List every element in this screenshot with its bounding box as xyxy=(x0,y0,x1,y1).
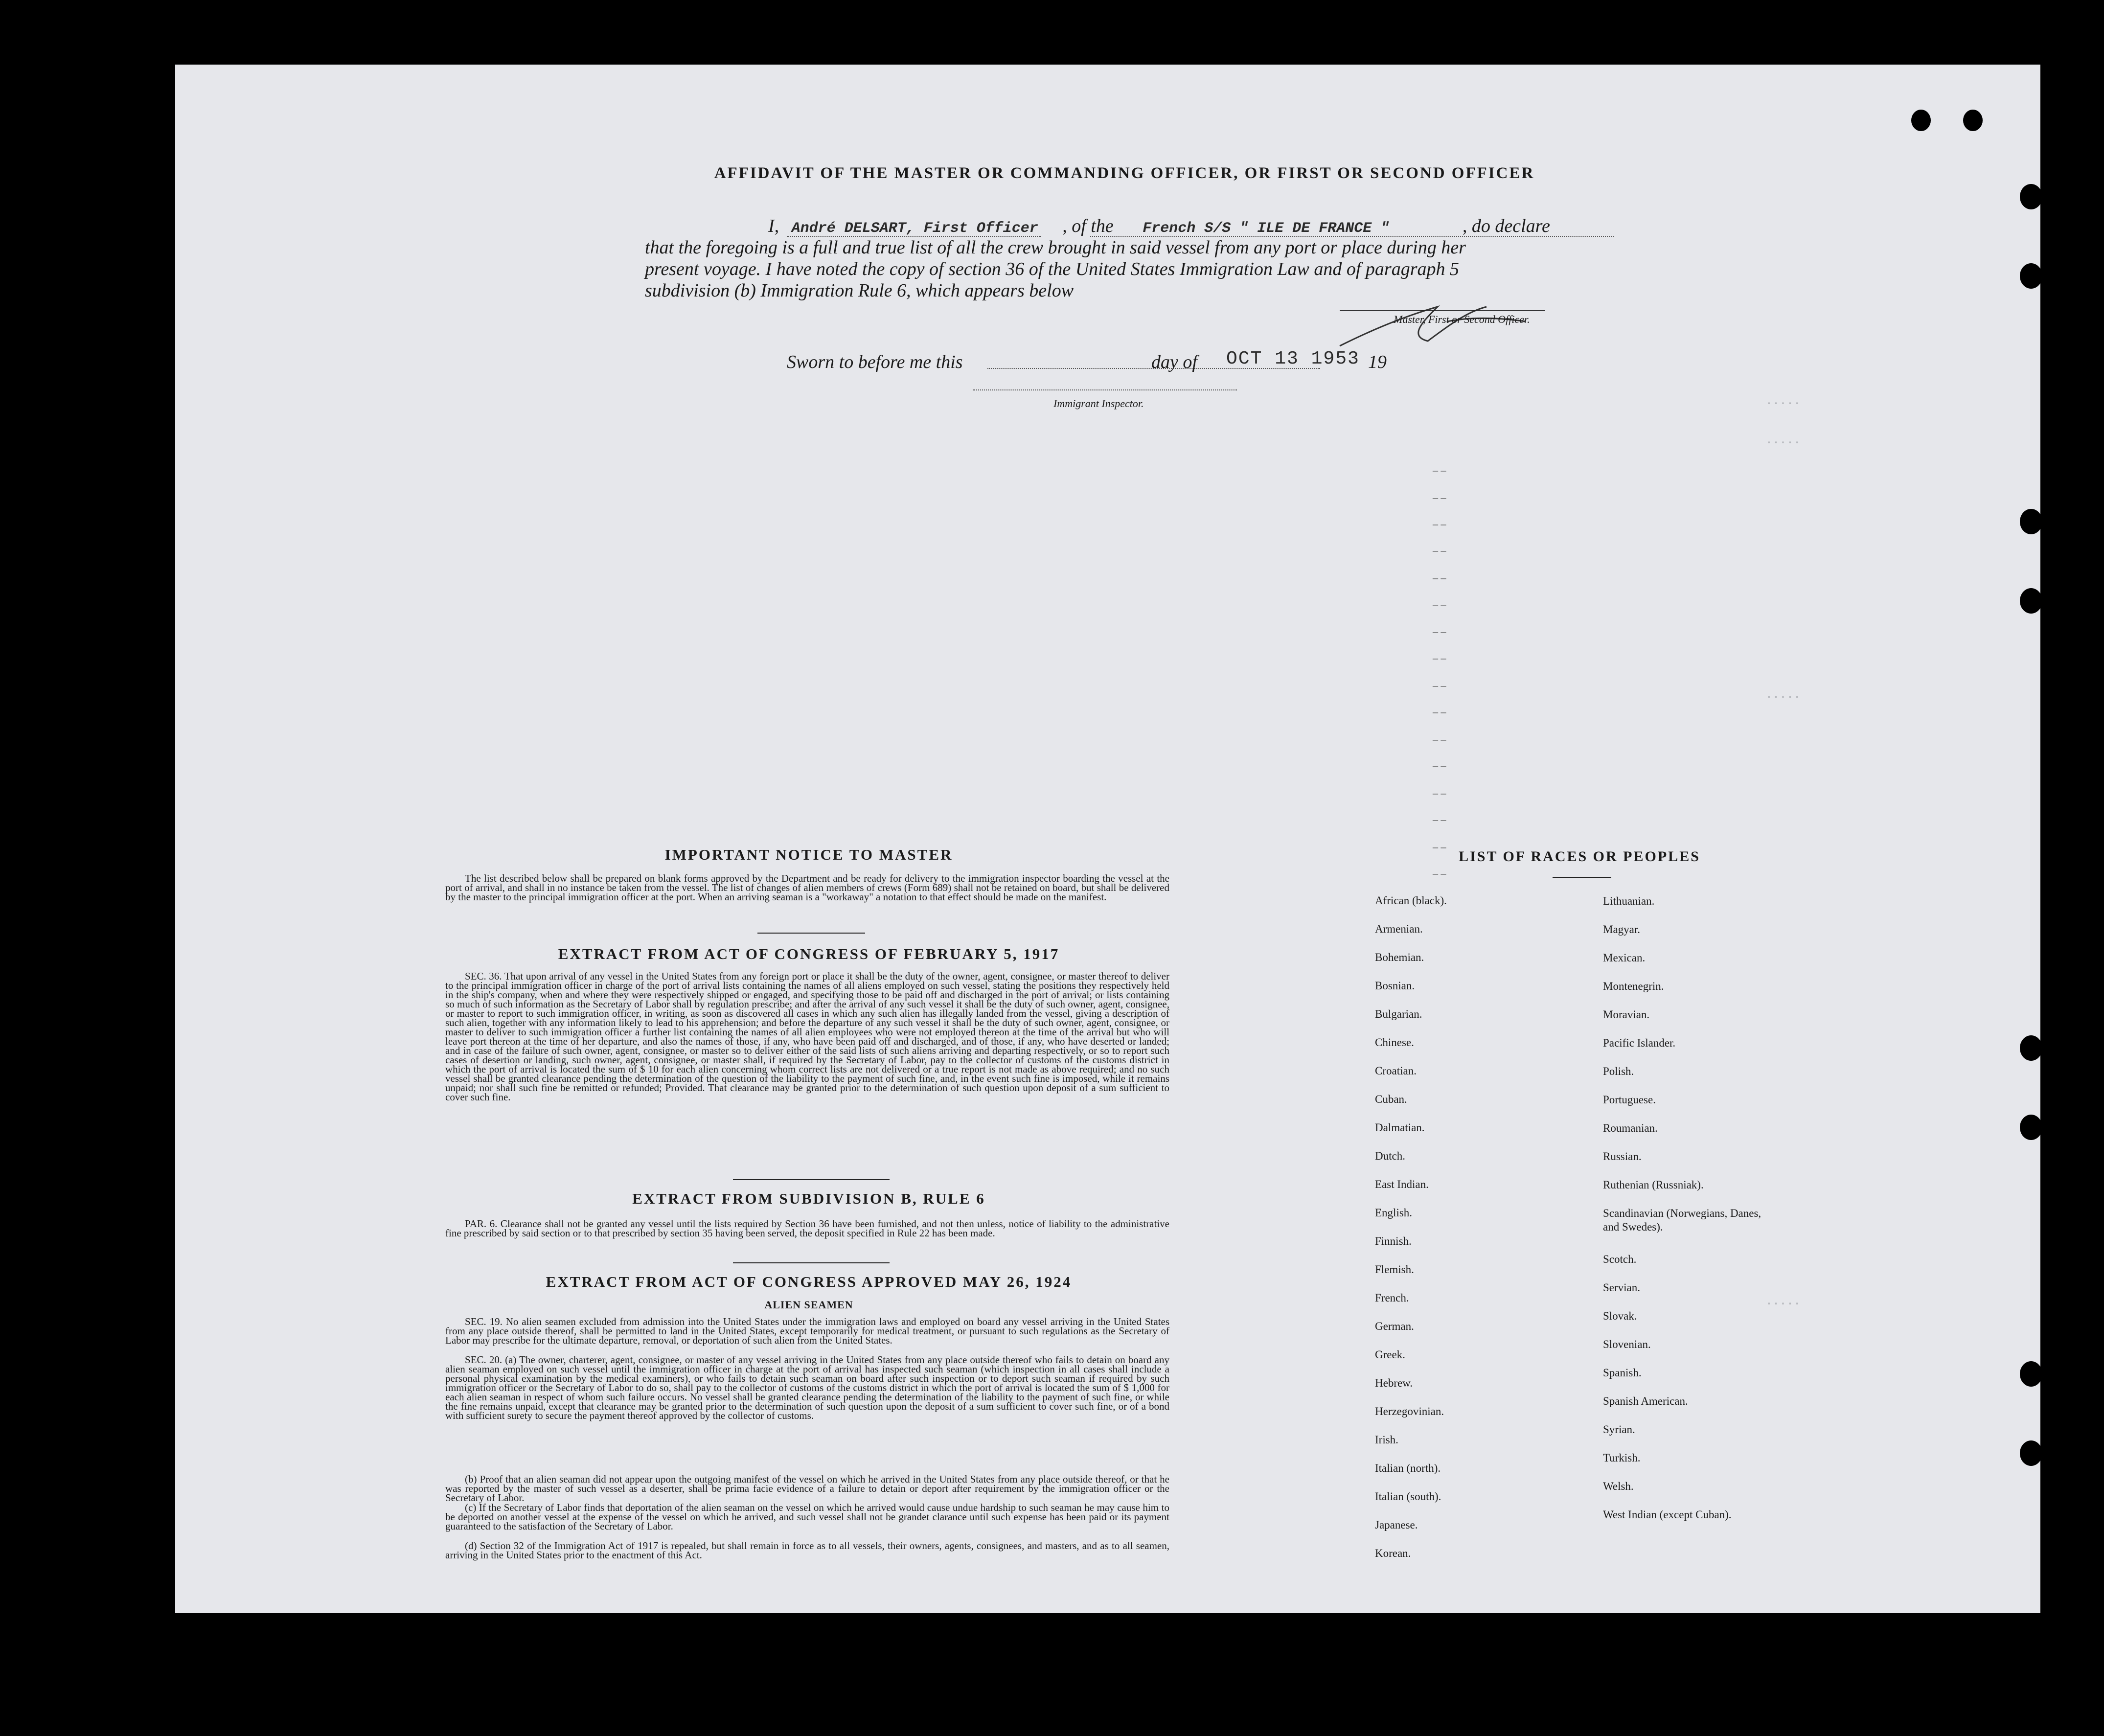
punch-hole xyxy=(2020,1361,2042,1387)
race-item: Dutch. xyxy=(1375,1150,1405,1162)
race-item: Greek. xyxy=(1375,1348,1405,1361)
race-item: German. xyxy=(1375,1320,1414,1332)
race-item: Finnish. xyxy=(1375,1235,1412,1247)
races-title: LIST OF RACES OR PEOPLES xyxy=(1459,848,1700,865)
race-item: Armenian. xyxy=(1375,923,1423,935)
race-item: Spanish American. xyxy=(1603,1395,1688,1407)
document-page xyxy=(175,65,2040,1613)
race-item: Bosnian. xyxy=(1375,980,1415,992)
affidavit-line2: that the foregoing is a full and true list of all the crew brought in said vessel from any port or place during her xyxy=(645,237,1466,258)
dash-mark: – – xyxy=(1433,813,1446,825)
race-item: Pacific Islander. xyxy=(1603,1037,1676,1049)
sec19-body: SEC. 19. No alien seamen excluded from admission into the United States under the immigration laws and employed on board any vessel arriving in the United States from any place outside thereof, shall be permitted to land in the United States, except temporarily for medical treatment, or pursuant to such regulations as the Secretary of Labor may prescribe for the ultimate departure, removal, or deportation of such alien from the United States. xyxy=(445,1316,1169,1346)
race-item: Bulgarian. xyxy=(1375,1008,1422,1020)
signature-line xyxy=(1340,310,1545,311)
notice-title: IMPORTANT NOTICE TO MASTER xyxy=(664,846,953,863)
race-item: Lithuanian. xyxy=(1603,895,1655,907)
punch-hole xyxy=(2020,1440,2042,1466)
race-item: Italian (north). xyxy=(1375,1462,1441,1474)
dash-mark: – – xyxy=(1433,544,1446,556)
dash-mark: – – xyxy=(1433,571,1446,584)
race-item: Welsh. xyxy=(1603,1480,1634,1492)
rule6-title: EXTRACT FROM SUBDIVISION B, RULE 6 xyxy=(632,1190,985,1207)
affidavit-line4: subdivision (b) Immigration Rule 6, which appears below xyxy=(645,280,1074,301)
vessel-name: French S/S " ILE DE FRANCE " xyxy=(1143,220,1390,237)
race-item: Bohemian. xyxy=(1375,951,1424,963)
sec20b-body: (b) Proof that an alien seaman did not appear upon the outgoing manifest of the vessel on which he arrived in the United States from any place outside thereof, or that he was reported by the master of such vessel as a deserter, shall be prima facie evidence of a failure to detain or deport after requirement by the immigration officer or the Secretary of Labor. xyxy=(445,1473,1169,1504)
dash-mark: – – xyxy=(1433,759,1446,772)
divider xyxy=(757,933,865,934)
affidavit-line3: present voyage. I have noted the copy of section 36 of the United States Immigration Law and of paragraph 5 xyxy=(645,259,1460,279)
bleed-through-mark: ····· xyxy=(1765,397,1801,411)
divider xyxy=(733,1262,890,1263)
race-item: French. xyxy=(1375,1292,1409,1304)
dash-mark: – – xyxy=(1433,679,1446,691)
race-item: Italian (south). xyxy=(1375,1490,1441,1503)
race-item: Irish. xyxy=(1375,1434,1398,1446)
officer-name: André DELSART, First Officer xyxy=(791,220,1038,237)
dash-mark: – – xyxy=(1433,464,1446,476)
dash-mark: – – xyxy=(1433,598,1446,610)
race-item: Slovak. xyxy=(1603,1310,1637,1322)
punch-hole xyxy=(1911,110,1931,131)
bleed-through-mark: ····· xyxy=(1765,1298,1801,1311)
dash-mark: – – xyxy=(1433,706,1446,718)
dash-mark: – – xyxy=(1433,518,1446,530)
race-item: East Indian. xyxy=(1375,1178,1429,1190)
race-item: Servian. xyxy=(1603,1281,1641,1294)
inspector-label: Immigrant Inspector. xyxy=(1053,397,1144,410)
race-item: Turkish. xyxy=(1603,1452,1641,1464)
race-item: Scotch. xyxy=(1603,1253,1637,1265)
extract-1917-body: SEC. 36. That upon arrival of any vessel in the United States from any foreign port or place it shall be the duty of the owner, agent, consignee, or master thereof to deliver to the principal immigration officer in charge of the port of arrival lists containing the names of all aliens employed on such vessel, stating the positions they respectively held in the ship's company, when and where they were respectively shipped or engaged, and specifying those to be paid off and discharged in the port of arrival; or lists containing so much of such information as the Secretary of Labor shall by regulation prescribe; and after the arrival of any such vessel it shall be the duty of such owner, agent, consignee, or master to report to such immigration officer, in writing, as soon as discovered all cases in which any such alien has illegally landed from the vessel, giving a description of such alien, together with any information likely to lead to his apprehension; and before the departure of any such vessel it shall be the duty of such owner, agent, consignee, or master to deliver to such immigration officer a further list containing the names of all alien employees who were not employed thereon at the time of the arrival but who will leave port thereon at the time of her departure, and also the names of those, if any, who have been paid off and discharged, and of those, if any, who have deserted or landed; and in case of the failure of such owner, agent, consignee, or master so to deliver either of the said lists of such aliens arriving and departing respectively, or so to report such cases of desertion or landing, such owner, agent, consignee, or master shall, if required by the Secretary of Labor, pay to the collector of customs of the customs district in which the port of arrival is located the sum of $ 10 for each alien concerning whom correct lists are not delivered or a true report is not made as above required; and no such vessel shall be granted clearance pending the determination of the question of the liability to the payment of such fine, and, in the event such fine is imposed, while it remains unpaid; nor shall such fine be remitted or refunded; Provided. That clearance may be granted prior to the determination of such question upon deposit of a sum sufficient to cover such fine. xyxy=(445,970,1169,1103)
race-item: Cuban. xyxy=(1375,1093,1407,1105)
race-item: English. xyxy=(1375,1207,1413,1219)
dash-mark: – – xyxy=(1433,491,1446,503)
race-item: Flemish. xyxy=(1375,1263,1414,1276)
rule6-body: PAR. 6. Clearance shall not be granted any vessel until the lists required by Section 36 have been furnished, and not then unless, notice of liability to the administrative fine prescribed by said section or to that prescribed by section 35 having been served, the deposit specified in Rule 22 has been made. xyxy=(445,1218,1169,1239)
race-item: Croatian. xyxy=(1375,1065,1417,1077)
of-the-label: , of the xyxy=(1062,216,1114,236)
sec20d-body: (d) Section 32 of the Immigration Act of 1917 is repealed, but shall remain in force as to all vessels, their owners, agents, consignees, and masters, and as to all seamen, arriving in the United States prior to the enactment of this Act. xyxy=(445,1540,1169,1561)
punch-hole xyxy=(1963,110,1983,131)
race-item: Scandinavian (Norwegians, Danes, and Swedes). xyxy=(1603,1207,1761,1233)
race-item: Slovenian. xyxy=(1603,1338,1651,1350)
race-item: Mexican. xyxy=(1603,952,1646,964)
race-item: Magyar. xyxy=(1603,923,1641,936)
race-item: Dalmatian. xyxy=(1375,1121,1425,1134)
sec20a-body: SEC. 20. (a) The owner, charterer, agent, consignee, or master of any vessel arriving in the United States from any place outside thereof who fails to detain on board any alien seaman employed on such vessel until the immigration officer in charge at the port of arrival has inspected such seaman (which inspection in all cases shall include a personal physical examination by the medical examiners), or who fails to detain such seaman on board after such inspection or to deport such seaman if required by such immigration officer or the Secretary of Labor to do so, shall pay to the collector of customs of the customs district in which the port of arrival is located the sum of $ 1,000 for each alien seaman in respect of whom such failure occurs. No vessel shall be granted clearance pending the determination of the liability to the payment of such fine, or while the fine remains unpaid, except that clearance may be granted prior to the determination of such question upon the deposit of a sum sufficient to cover such fine, or of a bond with sufficient surety to secure the payment thereof approved by the collector of customs. xyxy=(445,1354,1169,1421)
day-of-label: day of xyxy=(1151,352,1197,372)
bleed-through-mark: ····· xyxy=(1765,691,1801,704)
dash-mark: – – xyxy=(1433,625,1446,638)
officer-title-label: Master, First or Second Officer. xyxy=(1394,313,1530,325)
race-item: Herzegovinian. xyxy=(1375,1405,1444,1417)
race-item: Roumanian. xyxy=(1603,1122,1658,1134)
bleed-through-mark: ····· xyxy=(1765,436,1801,450)
notice-body: The list described below shall be prepared on blank forms approved by the Department and be ready for delivery to the immigration inspector boarding the vessel at the port of arrival, and shall in no instance be taken from the vessel. The list of changes of alien members of crews (Form 689) shall not be retained on board, but shall be delivered by the master to the principal immigration officer at the port. When an arriving seaman is a "workaway" a notation to that effect should be made on the manifest. xyxy=(445,872,1169,903)
date-stamp: OCT 13 1953 xyxy=(1226,348,1360,369)
race-item: African (black). xyxy=(1375,894,1447,907)
i-label: I, xyxy=(768,216,779,236)
punch-hole xyxy=(2020,1035,2042,1061)
inspector-line xyxy=(973,389,1237,390)
punch-hole xyxy=(2020,184,2042,209)
race-item: Chinese. xyxy=(1375,1036,1414,1049)
punch-hole xyxy=(2020,263,2042,289)
sworn-label: Sworn to before me this xyxy=(787,352,963,372)
divider xyxy=(1553,877,1611,878)
race-item: Ruthenian (Russniak). xyxy=(1603,1179,1704,1191)
race-item: Russian. xyxy=(1603,1150,1642,1163)
race-item: Spanish. xyxy=(1603,1367,1642,1379)
do-declare-label: , do declare xyxy=(1462,216,1550,236)
race-item: Hebrew. xyxy=(1375,1377,1413,1389)
race-item: Polish. xyxy=(1603,1065,1634,1077)
dash-mark: – – xyxy=(1433,787,1446,799)
dash-mark: – – xyxy=(1433,652,1446,664)
punch-hole xyxy=(2020,509,2042,534)
race-item: Japanese. xyxy=(1375,1519,1418,1531)
year-label: 19 xyxy=(1368,352,1387,372)
race-item: West Indian (except Cuban). xyxy=(1603,1508,1732,1521)
race-item: Montenegrin. xyxy=(1603,980,1664,992)
extract-1924-title: EXTRACT FROM ACT OF CONGRESS APPROVED MAY 26, 1924 xyxy=(546,1273,1072,1290)
extract-1917-title: EXTRACT FROM ACT OF CONGRESS OF FEBRUARY 5, 1917 xyxy=(558,945,1060,962)
race-item: Moravian. xyxy=(1603,1008,1650,1021)
race-item: Portuguese. xyxy=(1603,1094,1656,1106)
sec20c-body: (c) If the Secretary of Labor finds that deportation of the alien seaman on the vessel on which he arrived would cause undue hardship to such seaman he may cause him to be deported on another vessel at the expense of the vessel on which he arrived, and such vessel shall not be grandet clarance until such expense has been paid or its payment guaranteed to the satisfaction of the Secretary of Labor. xyxy=(445,1502,1169,1532)
race-item: Syrian. xyxy=(1603,1423,1635,1436)
affidavit-title: AFFIDAVIT OF THE MASTER OR COMMANDING OFFICER, OR FIRST OR SECOND OFFICER xyxy=(714,164,1535,182)
race-item: Korean. xyxy=(1375,1547,1411,1559)
dash-mark: – – xyxy=(1433,841,1446,853)
divider xyxy=(733,1179,890,1180)
alien-seamen-subtitle: ALIEN SEAMEN xyxy=(764,1299,853,1311)
dash-mark: – – xyxy=(1433,867,1446,879)
punch-hole xyxy=(2020,588,2042,614)
dash-mark: – – xyxy=(1433,733,1446,745)
punch-hole xyxy=(2020,1115,2042,1140)
